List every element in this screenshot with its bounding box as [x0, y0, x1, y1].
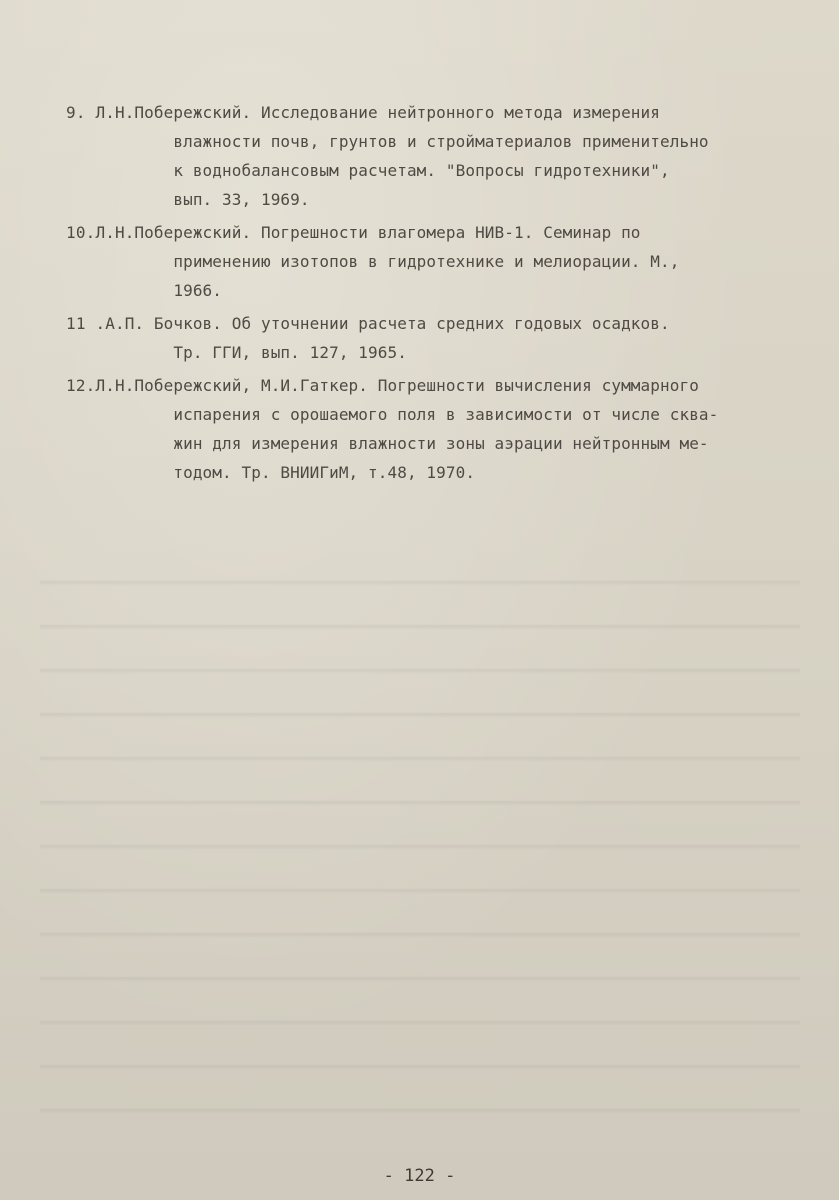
reference-item-10 — [66, 218, 796, 305]
reference-number: 10. — [66, 223, 96, 242]
reference-line: тодом. Тр. ВНИИГиМ, т.48, 1970. — [95, 463, 476, 482]
reference-line: жин для измерения влажности зоны аэрации нейтронным ме- — [95, 434, 709, 453]
reference-item-11 — [66, 309, 796, 367]
reference-list — [66, 98, 796, 491]
reference-line: вып. 33, 1969. — [95, 190, 310, 209]
reference-line: влажности почв, грунтов и стройматериалов применительно — [95, 132, 709, 151]
reference-line: Л.Н.Побережский. Исследование нейтронного метода измерения — [95, 103, 661, 122]
reference-line: Тр. ГГИ, вып. 127, 1965. — [95, 343, 407, 362]
reference-line: 1966. — [95, 281, 223, 300]
bleed-through-texture — [40, 560, 800, 1120]
reference-line: испарения с орошаемого поля в зависимости от числе сква- — [95, 405, 719, 424]
reference-line: .А.П. Бочков. Об уточнении расчета средних годовых осадков. — [95, 314, 670, 333]
reference-line: Л.Н.Побережский, М.И.Гаткер. Погрешности вычисления суммарного — [95, 376, 699, 395]
page-number: - 122 - — [383, 1166, 456, 1186]
reference-line: применению изотопов в гидротехнике и мелиорации. М., — [95, 252, 680, 271]
reference-item-12 — [66, 371, 796, 487]
reference-item-9 — [66, 98, 796, 214]
reference-number: 12. — [66, 376, 96, 395]
reference-line: Л.Н.Побережский. Погрешности влагомера НИВ-1. Семинар по — [95, 223, 641, 242]
reference-number: 9. — [66, 103, 96, 122]
reference-line: к воднобалансовым расчетам. "Вопросы гидротехники", — [95, 161, 670, 180]
reference-number: 11 — [66, 314, 96, 333]
